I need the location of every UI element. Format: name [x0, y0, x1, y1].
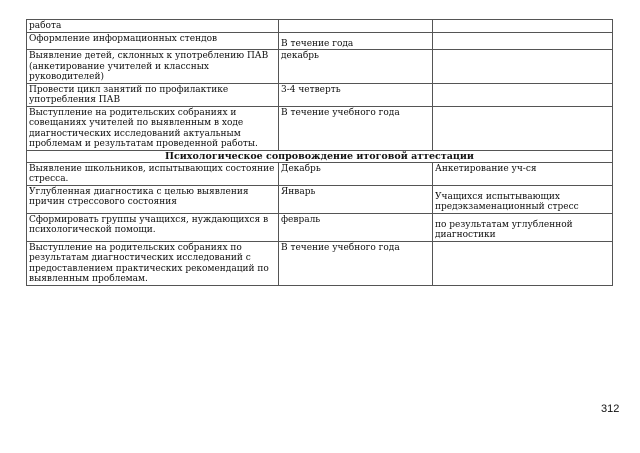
- result-cell: [433, 50, 613, 84]
- table-row: [27, 32, 613, 50]
- timing-cell: В течение учебного года: [279, 241, 433, 285]
- result-cell: [433, 32, 613, 50]
- section-title: Психологическое сопровождение итоговой аттестации: [27, 150, 613, 162]
- table-row: [27, 213, 613, 241]
- timing-cell: В течение года: [279, 32, 433, 50]
- activity-cell: работа: [27, 20, 279, 33]
- table-row: [27, 106, 613, 150]
- timing-cell: В течение учебного года: [279, 106, 433, 150]
- activity-cell: Провести цикл занятий по профилактике употребления ПАВ: [27, 83, 279, 106]
- activity-cell: Выступление на родительских собраниях и совещаниях учителей по выявленным в ходе диагностических исследований актуальным проблемам и результатам проведенной работы.: [27, 106, 279, 150]
- timing-cell: декабрь: [279, 50, 433, 84]
- activity-cell: Выявление школьников, испытывающих состояние стресса.: [27, 162, 279, 185]
- timing-cell: [279, 20, 433, 33]
- activity-cell: Оформление информационных стендов: [27, 32, 279, 50]
- timing-cell: февраль: [279, 213, 433, 241]
- result-cell: Учащихся испытывающих предэкзаменационный стресс: [433, 185, 613, 213]
- result-cell: по результатам углубленной диагностики: [433, 213, 613, 241]
- table-row: [27, 20, 613, 33]
- activity-cell: Сформировать группы учащихся, нуждающихся в психологической помощи.: [27, 213, 279, 241]
- result-cell: Анкетирование уч-ся: [433, 162, 613, 185]
- plan-table: [26, 19, 613, 286]
- table-row: [27, 83, 613, 106]
- table-row: [27, 162, 613, 185]
- table-row: [27, 185, 613, 213]
- result-cell: [433, 106, 613, 150]
- result-cell: [433, 241, 613, 285]
- result-cell: [433, 83, 613, 106]
- result-cell: [433, 20, 613, 33]
- table-row: [27, 50, 613, 84]
- timing-cell: 3-4 четверть: [279, 83, 433, 106]
- timing-cell: Декабрь: [279, 162, 433, 185]
- timing-cell: Январь: [279, 185, 433, 213]
- page-number: 312: [601, 403, 620, 415]
- activity-cell: Выступление на родительских собраниях по результатам диагностических исследований с предоставлением практических рекомендаций по выявленным проблемам.: [27, 241, 279, 285]
- activity-cell: Углубленная диагностика с целью выявления причин стрессового состояния: [27, 185, 279, 213]
- table-row: [27, 241, 613, 285]
- activity-cell: Выявление детей, склонных к употреблению ПАВ (анкетирование учителей и классных руководителей): [27, 50, 279, 84]
- section-header-row: [27, 150, 613, 162]
